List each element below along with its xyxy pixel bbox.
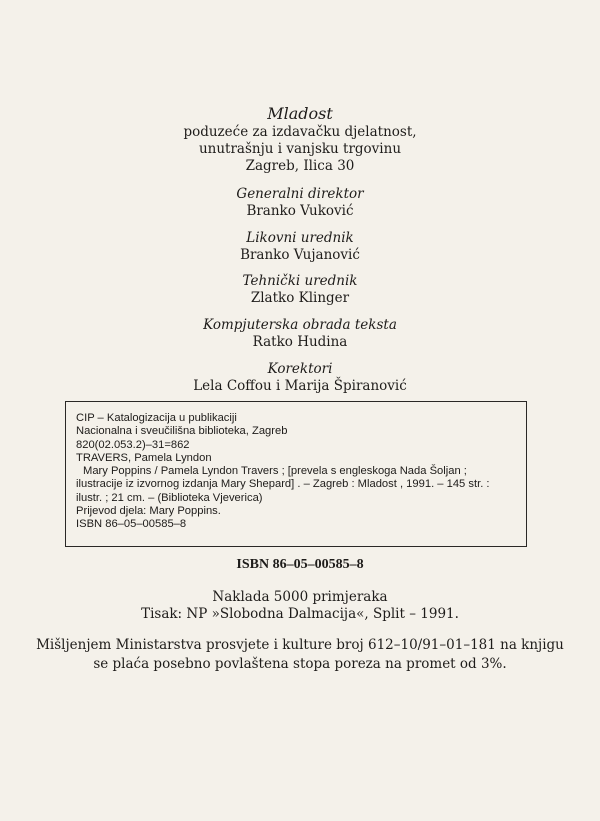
publisher-block: [0, 104, 600, 175]
publisher-line: Zagreb, Ilica 30: [245, 158, 355, 174]
credit-name: Lela Coffou i Marija Špiranović: [193, 378, 407, 394]
publisher-line: poduzeće za izdavačku djelatnost,: [183, 124, 417, 140]
credit-role: Generalni direktor: [236, 186, 364, 202]
cip-line: ilustracije iz izvornog izdanja Mary Shepard] . – Zagreb : Mladost , 1991. – 145 str. :: [76, 478, 490, 491]
credit-role: Likovni urednik: [246, 230, 354, 246]
tax-note: [0, 636, 600, 674]
credit-role: Korektori: [267, 361, 333, 377]
cip-line: ISBN 86–05–00585–8: [76, 518, 187, 531]
cip-line: CIP – Katalogizacija u publikaciji: [76, 412, 237, 424]
print-info: [0, 589, 600, 623]
cip-line: Prijevod djela: Mary Poppins.: [76, 505, 221, 518]
cip-line: ilustr. ; 21 cm. – (Biblioteka Vjeverica): [76, 491, 263, 504]
publisher-line: unutrašnju i vanjsku trgovinu: [198, 141, 402, 157]
cip-line: Mary Poppins / Pamela Lyndon Travers ; [prevela s engleskoga Nada Šoljan ;: [83, 465, 467, 478]
credit-role: Kompjuterska obrada teksta: [203, 317, 397, 333]
credit-typesetting: [0, 317, 600, 351]
credit-art-editor: [0, 230, 600, 264]
cip-record-box: [65, 401, 527, 547]
cip-line: Nacionalna i sveučilišna biblioteka, Zagreb: [76, 425, 288, 438]
printer: Tisak: NP »Slobodna Dalmacija«, Split – 1991.: [141, 606, 459, 622]
credit-proofreaders: [0, 361, 600, 395]
publisher-name: Mladost: [267, 104, 333, 123]
tax-note-line: se plaća posebno povlaštena stopa poreza na promet od 3%.: [93, 656, 507, 672]
isbn-number: ISBN 86–05–00585–8: [236, 557, 364, 572]
print-run: Naklada 5000 primjeraka: [212, 589, 388, 605]
credit-name: Branko Vuković: [246, 203, 354, 219]
cip-line: TRAVERS, Pamela Lyndon: [76, 451, 212, 464]
credit-technical-editor: [0, 273, 600, 307]
cip-line: 820(02.053.2)–31=862: [76, 438, 190, 451]
credit-role: Tehnički urednik: [242, 273, 358, 289]
credit-name: Branko Vujanović: [240, 247, 360, 263]
credit-name: Zlatko Klinger: [250, 290, 350, 306]
credit-name: Ratko Hudina: [252, 334, 348, 350]
credit-general-director: [0, 186, 600, 220]
tax-note-line: Mišljenjem Ministarstva prosvjete i kulture broj 612–10/91–01–181 na knjigu: [36, 637, 564, 653]
